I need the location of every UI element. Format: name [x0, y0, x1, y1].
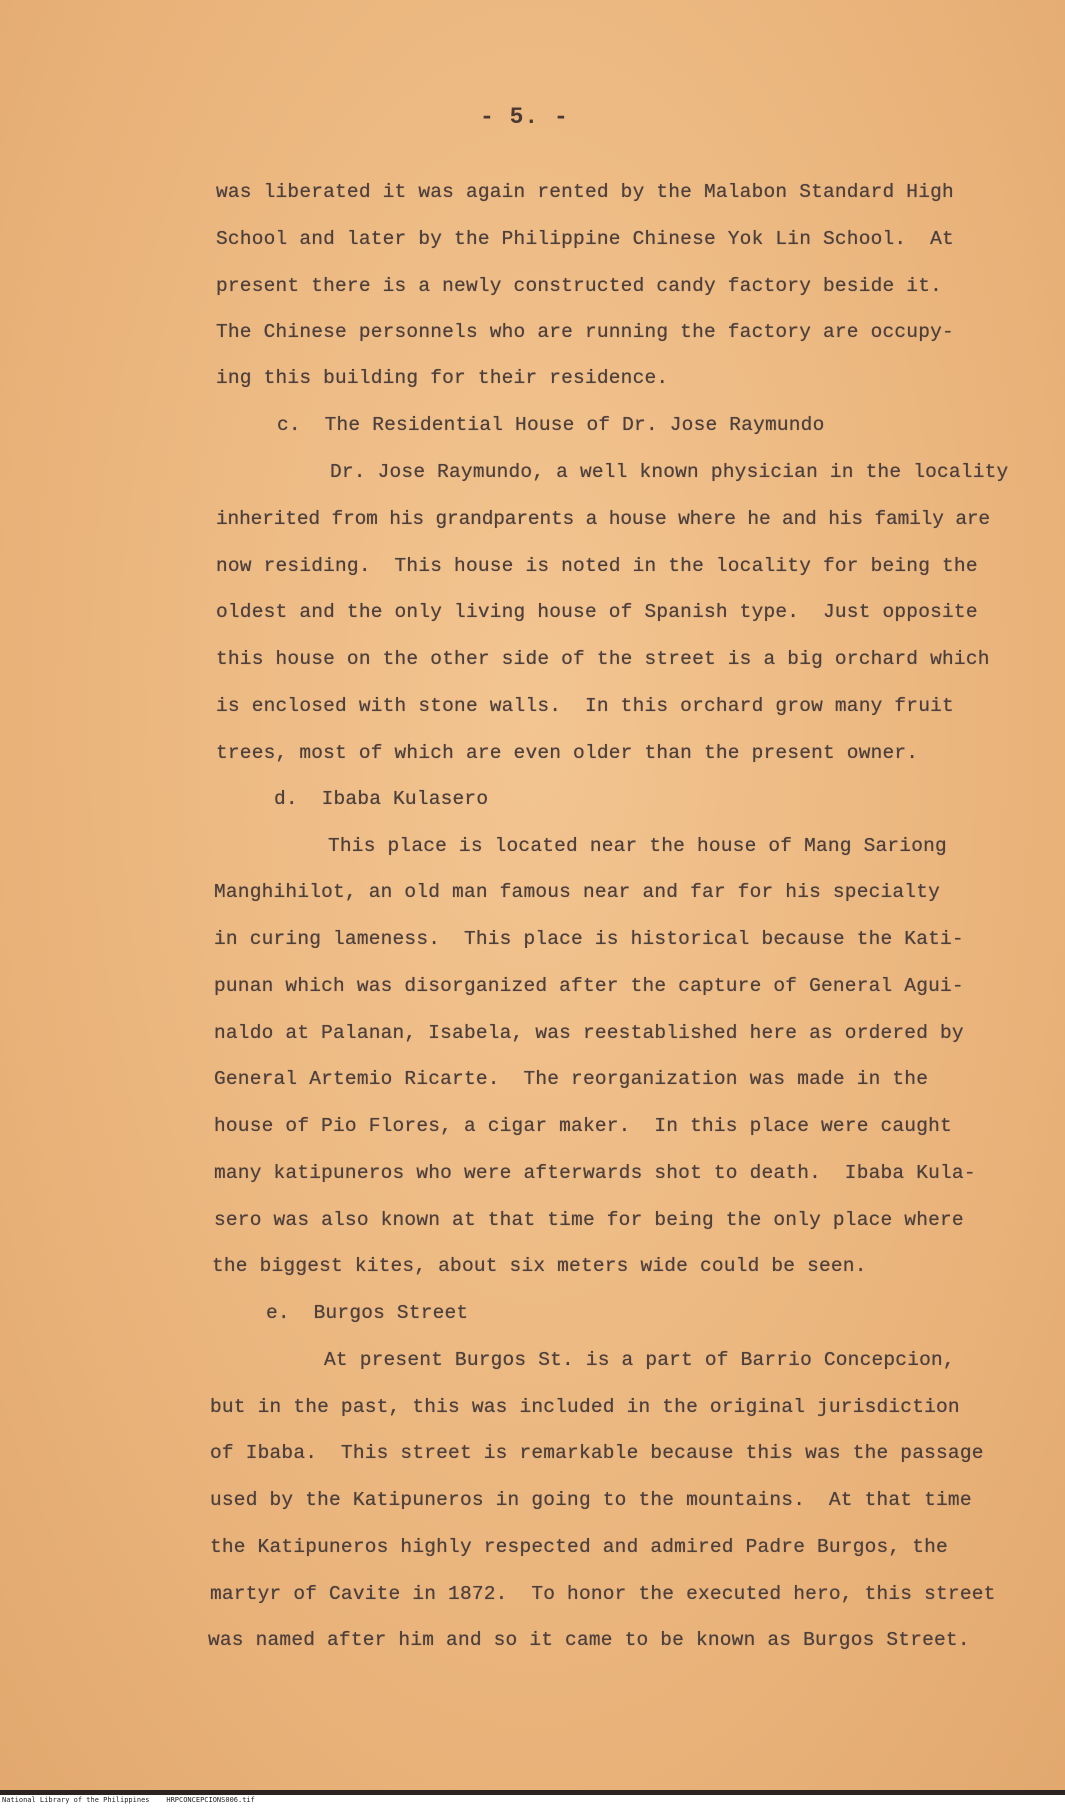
text-line: the biggest kites, about six meters wide could be seen.: [212, 1255, 867, 1277]
text-line: naldo at Palanan, Isabela, was reestablished here as ordered by: [214, 1022, 964, 1044]
text-line: sero was also known at that time for being the only place where: [214, 1209, 964, 1231]
text-line: was liberated it was again rented by the Malabon Standard High: [216, 181, 954, 203]
scan-caption: National Library of the Philippines HRPCONCEPCIONS006.tif: [2, 1796, 255, 1804]
text-line: This place is located near the house of Mang Sariong: [328, 835, 947, 857]
text-line: many katipuneros who were afterwards shot to death. Ibaba Kula-: [214, 1162, 976, 1184]
text-line: At present Burgos St. is a part of Barrio Concepcion,: [324, 1349, 955, 1371]
text-line: was named after him and so it came to be known as Burgos Street.: [208, 1629, 970, 1651]
text-line: The Chinese personnels who are running the factory are occupy-: [216, 321, 954, 343]
section-heading: e. Burgos Street: [266, 1302, 469, 1324]
text-line: in curing lameness. This place is historical because the Kati-: [214, 928, 964, 950]
text-line: trees, most of which are even older than the present owner.: [216, 742, 919, 764]
text-line: this house on the other side of the street is a big orchard which: [216, 648, 990, 670]
text-line: General Artemio Ricarte. The reorganization was made in the: [214, 1068, 929, 1090]
text-line: punan which was disorganized after the capture of General Agui-: [214, 975, 964, 997]
page-number: - 5. -: [480, 104, 569, 130]
text-line: Dr. Jose Raymundo, a well known physician in the locality: [330, 461, 1009, 483]
text-line: now residing. This house is noted in the locality for being the: [216, 555, 978, 577]
text-line: is enclosed with stone walls. In this orchard grow many fruit: [216, 695, 954, 717]
text-line: used by the Katipuneros in going to the mountains. At that time: [210, 1489, 972, 1511]
text-line: martyr of Cavite in 1872. To honor the executed hero, this street: [210, 1583, 996, 1605]
section-heading: d. Ibaba Kulasero: [274, 788, 489, 810]
section-heading: c. The Residential House of Dr. Jose Raymundo: [277, 414, 825, 436]
text-line: house of Pio Flores, a cigar maker. In this place were caught: [214, 1115, 952, 1137]
text-line: inherited from his grandparents a house where he and his family are: [216, 508, 990, 530]
text-line: the Katipuneros highly respected and admired Padre Burgos, the: [210, 1536, 948, 1558]
text-line: Manghihilot, an old man famous near and far for his specialty: [214, 881, 941, 903]
text-line: ing this building for their residence.: [216, 367, 669, 389]
text-line: but in the past, this was included in the original jurisdiction: [210, 1396, 960, 1418]
text-line: School and later by the Philippine Chinese Yok Lin School. At: [216, 228, 954, 250]
text-line: present there is a newly constructed candy factory beside it.: [216, 275, 943, 297]
text-line: oldest and the only living house of Spanish type. Just opposite: [216, 601, 978, 623]
text-line: of Ibaba. This street is remarkable because this was the passage: [210, 1442, 984, 1464]
